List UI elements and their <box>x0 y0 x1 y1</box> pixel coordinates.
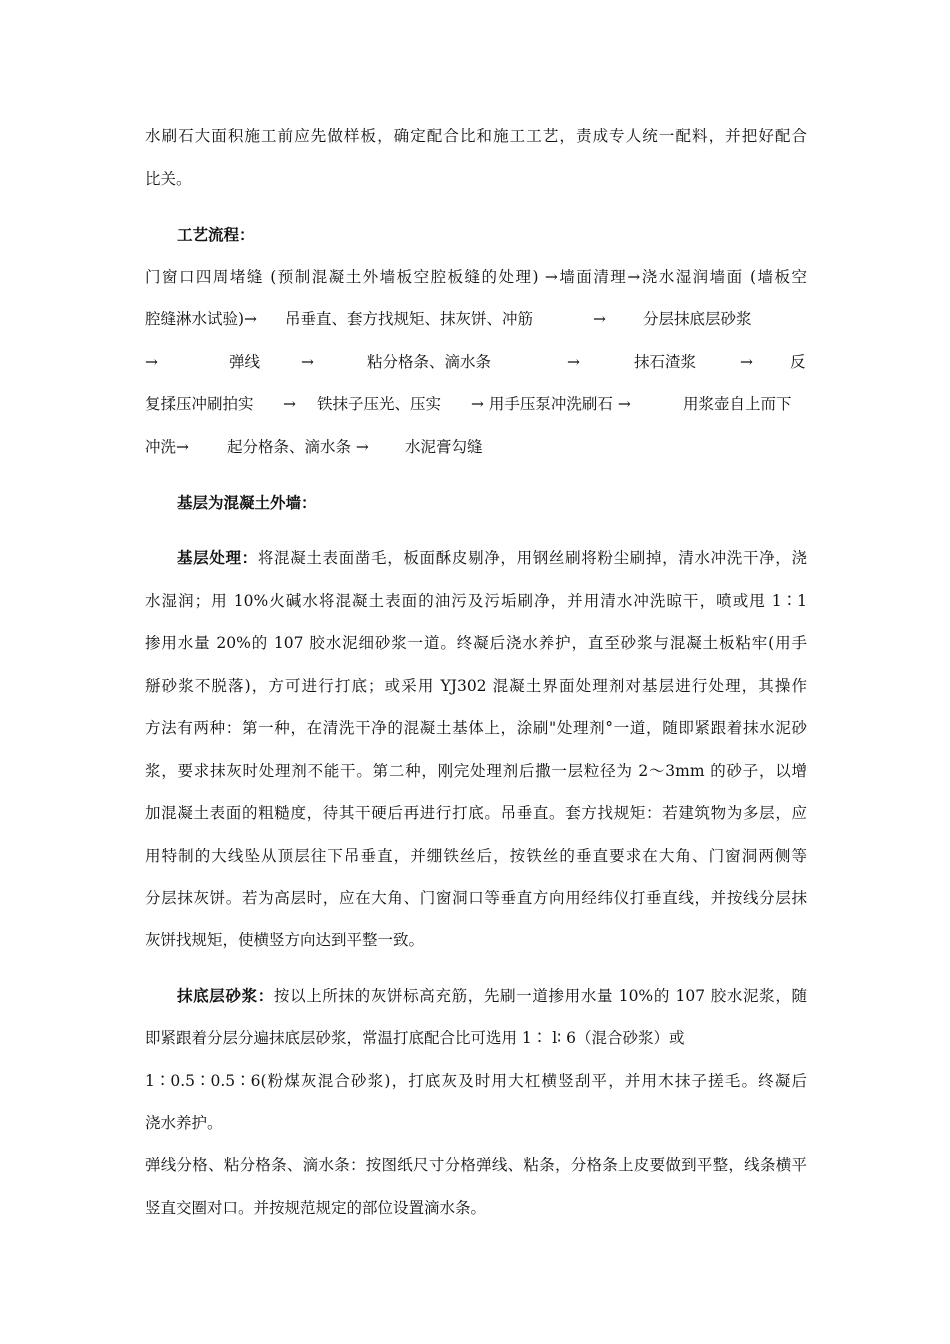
base-treatment-line: 掺用水量 20%的 107 胶水泥细砂浆一道。终凝后浇水养护，直至砂浆与混凝土板粘牢(用手 <box>145 634 807 652</box>
flow-arrow: → <box>145 353 158 371</box>
base-coat-line-4: 浇水养护。 <box>145 1114 223 1132</box>
flow-step: 用浆壶自上而下 <box>683 395 792 413</box>
process-line-2 <box>145 307 807 331</box>
base-coat-line-1 <box>145 984 807 1008</box>
base-treatment-line-1 <box>145 546 807 570</box>
base-treatment-line: 灰饼找规矩，使横竖方向达到平整一致。 <box>145 931 425 949</box>
base-coat-line-3: 1∶0.5∶0.5∶6(粉煤灰混合砂浆)，打底灰及时用大杠横竖刮平，并用木抹子搓毛。终凝后 <box>145 1072 807 1090</box>
base-treatment-line: 分层抹灰饼。若为高层时，应在大角、门窗洞口等垂直方向用经纬仪打垂直线，并按线分层抹 <box>145 889 807 907</box>
flow-step: 粘分格条、滴水条 <box>367 353 492 371</box>
flow-step: 复揉压冲刷拍实 <box>145 395 254 413</box>
flow-step: → 用手压泵冲洗刷石 → <box>471 395 631 413</box>
process-line-4 <box>145 392 807 416</box>
flow-step: 水泥膏勾缝 <box>405 438 483 456</box>
base-coat-line-2: 即紧跟着分层分遍抹底层砂浆，常温打底配合比可选用 1∶ l∶ 6（混合砂浆）或 <box>145 1029 685 1047</box>
base-heading: 基层为混凝土外墙： <box>177 493 317 512</box>
flow-step: 铁抹子压光、压实 <box>317 395 442 413</box>
flow-step: 反 <box>790 353 806 371</box>
process-line-3 <box>145 350 807 374</box>
flow-arrow: → <box>301 353 314 371</box>
flow-arrow: → <box>283 395 296 413</box>
base-treatment-label: 基层处理： <box>177 548 258 567</box>
flow-step: 腔缝淋水试验)→ <box>145 310 258 328</box>
flow-arrow: → <box>740 353 753 371</box>
base-treatment-line: 掰砂浆不脱落)，方可进行打底；或采用 YJ302 混凝土界面处理剂对基层进行处理，其操作 <box>145 677 807 695</box>
base-treatment-line: 水湿润；用 10%火碱水将混凝土表面的油污及污垢刷净，并用清水冲洗晾干，喷或甩 1∶1 <box>145 592 807 610</box>
base-treatment-text: 将混凝土表面凿毛，板面酥皮剔净，用钢丝刷将粉尘刷掉，清水冲洗干净，浇 <box>257 549 807 567</box>
grid-lines-line-1: 弹线分格、粘分格条、滴水条：按图纸尺寸分格弹线、粘条，分格条上皮要做到平整，线条横平 <box>145 1156 807 1174</box>
flow-arrow: → <box>567 353 580 371</box>
process-line-1: 门窗口四周堵缝 (预制混凝土外墙板空腔板缝的处理) →墙面清理→浇水湿润墙面 (墙板空 <box>145 268 807 286</box>
process-line-5 <box>145 435 807 459</box>
base-coat-text: 按以上所抹的灰饼标高充筋，先刷一道掺用水量 10%的 107 胶水泥浆，随 <box>273 987 807 1005</box>
base-coat-label: 抹底层砂浆： <box>177 986 274 1005</box>
grid-lines-line-2: 竖直交圈对口。并按规范规定的部位设置滴水条。 <box>145 1199 487 1217</box>
intro-line-1: 水刷石大面积施工前应先做样板，确定配合比和施工工艺，责成专人统一配料，并把好配合 <box>145 127 807 145</box>
base-treatment-line: 用特制的大线坠从顶层往下吊垂直，并绷铁丝后，按铁丝的垂直要求在大角、门窗洞两侧等 <box>145 847 807 865</box>
base-treatment-line: 加混凝土表面的粗糙度，待其干硬后再进行打底。吊垂直。套方找规矩：若建筑物为多层，应 <box>145 804 807 822</box>
intro-line-2: 比关。 <box>145 170 192 188</box>
flow-step: 抹石渣浆 <box>634 353 697 371</box>
base-treatment-line: 浆，要求抹灰时处理剂不能干。第二种，刚完处理剂后撒一层粒径为 2～3mm 的砂子，以增 <box>145 762 807 780</box>
flow-arrow: → <box>593 310 606 328</box>
process-heading: 工艺流程： <box>177 225 255 244</box>
flow-step: 冲洗→ <box>145 438 189 456</box>
flow-step: 弹线 <box>229 353 261 371</box>
flow-step: 吊垂直、套方找规矩、抹灰饼、冲筋 <box>285 310 534 328</box>
base-treatment-line: 方法有两种：第一种，在清洗干净的混凝土基体上，涂刷"处理剂°一道，随即紧跟着抹水泥砂 <box>145 719 807 737</box>
flow-step: 分层抹底层砂浆 <box>643 310 752 328</box>
flow-step: 起分格条、滴水条 → <box>227 438 369 456</box>
